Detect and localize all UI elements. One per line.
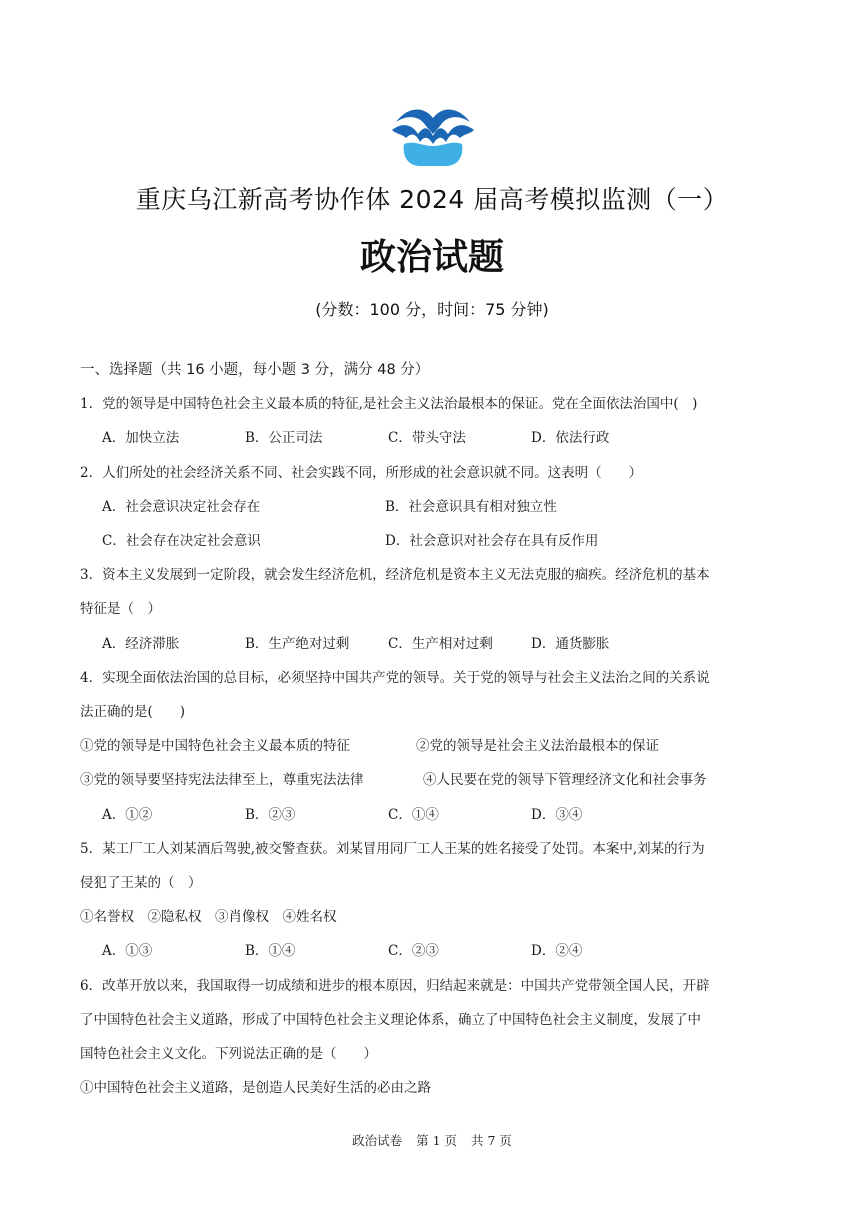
question-section bbox=[80, 353, 788, 1105]
option-a: A．①③ bbox=[102, 943, 153, 960]
question-stem: 6．改革开放以来，我国取得一切成绩和进步的根本原因，归结起来就是：中国共产党带领全国人民，开辟 bbox=[80, 977, 710, 994]
question-stem: 2．人们所处的社会经济关系不同、社会实践不同，所形成的社会意识就不同。这表明（ ） bbox=[80, 464, 643, 481]
question-stem: 法正确的是( ) bbox=[80, 704, 186, 721]
option-a: A．加快立法 bbox=[102, 430, 180, 447]
option-b: B．公正司法 bbox=[245, 430, 323, 447]
option-a: A．社会意识决定社会存在 bbox=[102, 498, 261, 515]
option-b: B．①④ bbox=[245, 943, 296, 960]
score-time-info: (分数：100 分，时间：75 分钟) bbox=[315, 300, 549, 319]
question-stem: 特征是（ ） bbox=[80, 601, 161, 618]
exam-title: 重庆乌江新高考协作体 2024 届高考模拟监测（一） bbox=[135, 185, 729, 214]
footer-subject: 政治试卷 bbox=[352, 1133, 403, 1148]
statement: ④人民要在党的领导下管理经济文化和社会事务 bbox=[423, 772, 707, 789]
option-row bbox=[80, 524, 788, 558]
option-a: A．①② bbox=[102, 806, 153, 823]
option-d: D．③④ bbox=[531, 806, 583, 823]
question-stem: 4．实现全面依法治国的总目标，必须坚持中国共产党的领导。关于党的领导与社会主义法治之间的关系说 bbox=[80, 669, 710, 686]
statement: ③党的领导要坚持宪法法律至上，尊重宪法法律 bbox=[80, 772, 364, 789]
option-c: C．社会存在决定社会意识 bbox=[102, 533, 261, 550]
question-stem: 了中国特色社会主义道路，形成了中国特色社会主义理论体系，确立了中国特色社会主义制度，发展了中 bbox=[80, 1011, 701, 1028]
footer-total-pages: 共 7 页 bbox=[470, 1133, 512, 1148]
footer-page-number: 第 1 页 bbox=[416, 1133, 457, 1148]
option-d: D．社会意识对社会存在具有反作用 bbox=[385, 533, 599, 550]
statement-row bbox=[80, 763, 788, 797]
option-row bbox=[80, 934, 788, 968]
option-row bbox=[80, 798, 788, 832]
option-b: B．社会意识具有相对独立性 bbox=[385, 498, 557, 515]
statement: ②党的领导是社会主义法治最根本的保证 bbox=[416, 738, 659, 755]
question-stem: 侵犯了王某的（ ） bbox=[80, 875, 202, 892]
option-c: C．①④ bbox=[388, 806, 439, 823]
option-row bbox=[80, 490, 788, 524]
statement-row bbox=[80, 729, 788, 763]
option-c: C．生产相对过剩 bbox=[388, 635, 493, 652]
option-d: D．②④ bbox=[531, 943, 583, 960]
question-stem: 1．党的领导是中国特色社会主义最本质的特征,是社会主义法治最根本的保证。党在全面依法治国中( ) bbox=[80, 396, 698, 413]
option-row bbox=[80, 421, 788, 455]
statement: ①党的领导是中国特色社会主义最本质的特征 bbox=[80, 738, 350, 755]
option-b: B．②③ bbox=[245, 806, 296, 823]
option-d: D．依法行政 bbox=[531, 430, 610, 447]
option-c: C．带头守法 bbox=[388, 430, 466, 447]
question-stem: 3．资本主义发展到一定阶段，就会发生经济危机，经济危机是资本主义无法克服的痼疾。经济危机的基本 bbox=[80, 567, 710, 584]
wave-drop-logo-icon bbox=[388, 104, 478, 170]
option-d: D．通货膨胀 bbox=[531, 635, 610, 652]
option-c: C．②③ bbox=[388, 943, 439, 960]
option-b: B．生产绝对过剩 bbox=[245, 635, 350, 652]
statement-row: ①名誉权 ②隐私权 ③肖像权 ④姓名权 bbox=[80, 909, 337, 926]
question-stem: 国特色社会主义文化。下列说法正确的是（ ） bbox=[80, 1046, 377, 1063]
option-row bbox=[80, 627, 788, 661]
statement-row: ①中国特色社会主义道路，是创造人民美好生活的必由之路 bbox=[80, 1080, 431, 1097]
page-footer bbox=[0, 1130, 864, 1152]
option-a: A．经济滞胀 bbox=[102, 635, 180, 652]
subject-title: 政治试题 bbox=[359, 237, 504, 278]
section-heading: 一、选择题（共 16 小题，每小题 3 分，满分 48 分） bbox=[80, 362, 430, 378]
question-stem: 5．某工厂工人刘某酒后驾驶,被交警查获。刘某冒用同厂工人王某的姓名接受了处罚。本案中,刘某的行为 bbox=[80, 840, 705, 857]
